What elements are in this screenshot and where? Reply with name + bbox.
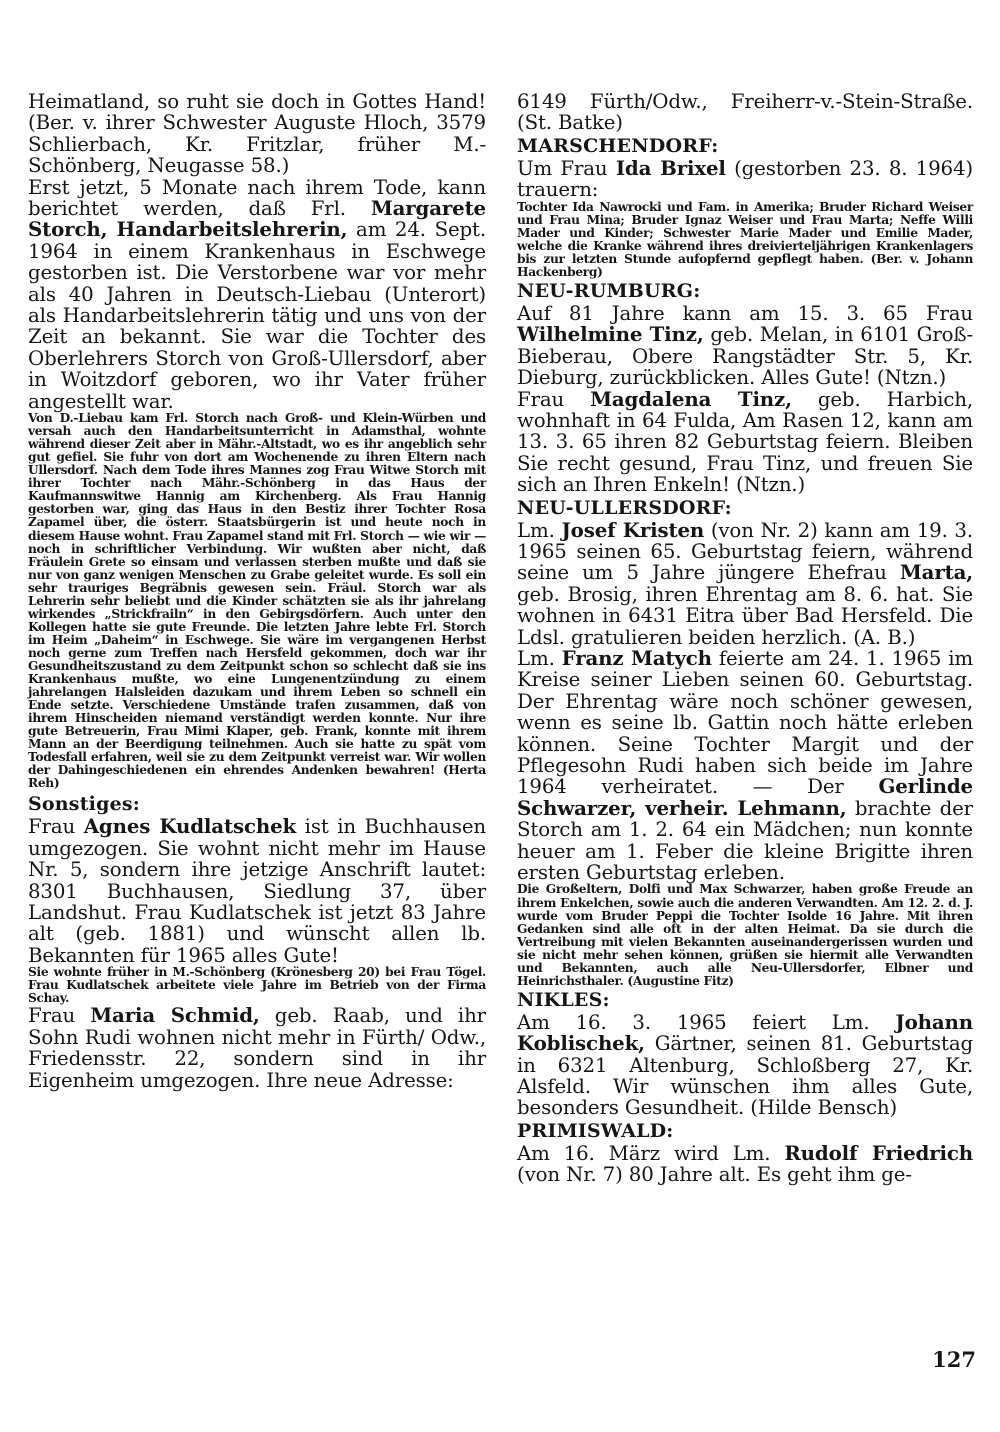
paragraph: Lm. Josef Kristen (von Nr. 2) kann am 19. 3. 1965 seinen 65. Geburtstag feiern, während seine um 5 Jahre jüngere Ehefrau Marta, geb. Brosig, ihren Ehrentag am 8. 6. hat. Sie wohnen in 6431 Eitra über Bad Hersfeld. Die Ldsl. gratulieren beiden herzlich. (A. B.)	[517, 517, 973, 649]
person-name: Gerlinde Schwarzer, verheir. Lehmann,	[517, 774, 973, 820]
person-name: Josef Kristen	[561, 517, 705, 542]
paragraph: Erst jetzt, 5 Monate nach ihrem Tode, kann berichtet werden, daß Frl. Margarete Storch, Handarbeitslehrerin, am 24. Sept. 1964 in einem Krankenhaus in Eschwege gestorben ist. Die Verstorbene war vor mehr als 40 Jahren in Deutsch-Liebau (Unterort) als Handarbeitslehrerin tätig und uns von der Zeit an bekannt. Sie war die Tochter des Oberlehrers Storch von Groß-Ullersdorf, aber in Woitzdorf geboren, wo ihr Vater früher angestellt war.	[28, 175, 486, 413]
small-print-paragraph: Sie wohnte früher in M.-Schönberg (Krönesberg 20) bei Frau Tögel. Frau Kudlatschek arbeitete viele Jahre im Betrieb von der Firma Schay.	[28, 965, 486, 1006]
person-name: Wilhelmine Tinz,	[517, 322, 704, 347]
paragraph: Um Frau Ida Brixel (gestorben 23. 8. 1964) trauern:	[517, 155, 973, 202]
paragraph: Frau Magdalena Tinz, geb. Harbich, wohnhaft in 64 Fulda, Am Rasen 12, kann am 13. 3. 65 ihren 82 Geburtstag feiern. Bleiben Sie recht gesund, Frau Tinz, und freuen Sie sich an Ihren Enkeln! (Ntzn.)	[517, 386, 973, 497]
section-heading-primiswald: PRIMISWALD:	[517, 1119, 674, 1142]
paragraph: Auf 81 Jahre kann am 15. 3. 65 Frau Wilhelmine Tinz, geb. Melan, in 6101 Groß-Bieberau, Obere Rangstädter Str. 5, Kr. Dieburg, zurückblicken. Alles Gute! (Ntzn.)	[517, 301, 973, 390]
page-number: 127	[932, 1347, 976, 1372]
section-heading-marschendorf: MARSCHENDORF:	[517, 134, 719, 157]
section-heading-neu-ullersdorf: NEU-ULLERSDORF:	[517, 496, 732, 519]
person-name: Johann Koblischek,	[517, 1009, 973, 1056]
person-name: Margarete Storch, Handarbeitslehrerin,	[28, 196, 486, 242]
paragraph: Frau Maria Schmid, geb. Raab, und ihr Sohn Rudi wohnen nicht mehr in Fürth/ Odw., Friedensstr. 22, sondern sind in ihr Eigenheim umgezogen. Ihre neue Adresse:	[28, 1003, 486, 1092]
paragraph: Am 16. 3. 1965 feiert Lm. Johann Koblischek, Gärtner, seinen 81. Geburtstag in 6321 Altenburg, Schloßberg 27, Kr. Alsfeld. Wir wünschen ihm alles Gute, besonders Gesundheit. (Hilde Bensch)	[517, 1009, 973, 1120]
person-name: Marta,	[899, 560, 973, 585]
small-print-paragraph: Tochter Ida Nawrocki und Fam. in Amerika; Bruder Richard Weiser und Frau Mina; Bruder Ignaz Weiser und Frau Marta; Neffe Willi Mader und Kinder; Schwester Marie Mader und Emilie Mader, welche die Kranke während ihres dreivierteljährigen Krankenlagers bis zur letzten Stunde aufopfernd gepflegt haben. (Ber. v. Johann Hackenberg)	[517, 199, 973, 279]
left-column	[28, 91, 486, 1091]
section-heading-nikles: NIKLES:	[517, 988, 610, 1011]
person-name: Maria Schmid,	[90, 1003, 260, 1028]
small-print-paragraph: Von D.-Liebau kam Frl. Storch nach Groß- und Klein-Würben und versah auch den Handarbeitsunterricht in Adamsthal, wohnte während dieser Zeit aber in Mähr.-Altstadt, wo es ihr angeblich sehr gut gefiel. Sie fuhr von dort am Wochenende zu ihren Eltern nach Ullersdorf. Nach dem Tode ihres Mannes zog Frau Witwe Storch mit ihrer Tochter nach Mähr.-Schönberg in das Haus der Kaufmannswitwe Hannig am Kirchenberg. Als Frau Hannig gestorben war, ging das Haus in den Bestiz ihrer Tochter Rosa Zapamel über, die österr. Staatsbürgerin ist und heute noch in diesem Hause wohnt. Frau Zapamel stand mit Frl. Storch — wie wir — noch in schriftlicher Verbindung. Wir wußten aber nicht, daß Fräulein Grete so einsam und verlassen sterben mußte und daß sie nur von ganz wenigen Menschen zu Grabe geleitet wurde. Es soll ein sehr trauriges Begräbnis gewesen sein. Fräul. Storch war als Lehrerin sehr beliebt und die Kinder schätzten sie als ihr jahrelang wirkendes „Strickfrailn“ in den Gebirgsdörfern. Auch unter den Kollegen hatte sie gute Freunde. Die letzten Jahre lebte Frl. Storch im Heim „Daheim“ in Eschwege. Sie wäre im vergangenen Herbst noch gerne zum Treffen nach Hersfeld gekommen, doch war ihr Gesundheitszustand zu dem Zeitpunkt schon so schlecht daß sie ins Krankenhaus mußte, wo eine Lungenentzündung zu einem jahrelangen Halsleiden dazukam und ihrem Leben so schnell ein Ende setzte. Verschiedene Umstände trafen zusammen, daß von ihrem Hinscheiden niemand verständigt werden konnte. Nur ihre gute Betreuerin, Frau Mimi Klaper, geb. Frank, konnte mit ihrem Mann an der Beerdigung teilnehmen. Auch sie hatte zu spät vom Todesfall erfahren, weil sie zu dem Zeitpunkt verreist war. Wir wollen der Dahingeschiedenen ein ehrendes Andenken bewahren! (Herta Reh)	[28, 411, 486, 791]
paragraph: Heimatland, so ruht sie doch in Gottes Hand! (Ber. v. ihrer Schwester Auguste Hloch, 3579 Schlierbach, Kr. Fritzlar, früher M.-Schönberg, Neugasse 58.)	[28, 90, 486, 178]
right-column	[517, 91, 973, 1186]
paragraph: 6149 Fürth/Odw., Freiherr-v.-Stein-Straße. (St. Batke)	[517, 90, 973, 135]
person-name: Ida Brixel	[615, 155, 726, 180]
paragraph: Am 16. März wird Lm. Rudolf Friedrich (von Nr. 7) 80 Jahre alt. Es geht ihm ge-	[517, 1140, 973, 1187]
person-name: Franz Matych	[561, 646, 712, 670]
person-name: Agnes Kudlatschek	[83, 814, 297, 839]
section-heading-sonstiges: Sonstiges:	[28, 793, 140, 816]
person-name: Rudolf Friedrich	[784, 1140, 973, 1165]
paragraph: Lm. Franz Matych feierte am 24. 1. 1965 im Kreise seiner Lieben seinen 60. Geburtstag. Der Ehrentag wäre noch schöner gewesen, wenn es seine lb. Gattin noch hätte erleben können. Seine Tochter Margit und der Pflegesohn Rudi haben sich beide im Jahre 1964 verheiratet. — Der Gerlinde Schwarzer, verheir. Lehmann, brachte der Storch am 1. 2. 64 ein Mädchen; nun konnte heuer am 1. Feber die kleine Brigitte ihren ersten Geburtstag erleben.	[517, 646, 973, 885]
section-heading-neu-rumburg: NEU-RUMBURG:	[517, 279, 701, 302]
small-print-paragraph: Die Großeltern, Dolfi und Max Schwarzer, haben große Freude an ihrem Enkelchen, sowie auch die anderen Verwandten. Am 12. 2. d. J. wurde vom Bruder Peppi die Tochter Isolde 16 Jahre. Mit ihren Gedanken sind alle oft in der alten Heimat. Da sie durch die Vertreibung mit vielen Bekannten auseinandergerissen wurden und sie nicht mehr sehen können, grüßen sie hiermit alle Verwandten und Bekannten, auch alle Neu-Ullersdorfer, Elbner und Heinrichsthaler. (Augustine Fitz)	[517, 882, 973, 988]
paragraph: Frau Agnes Kudlatschek ist in Buchhausen umgezogen. Sie wohnt nicht mehr im Hause Nr. 5, sondern ihre jetzige Anschrift lautet: 8301 Buchhausen, Siedlung 37, über Landshut. Frau Kudlatschek ist jetzt 83 Jahre alt (geb. 1881) und wünscht allen lb. Bekannten für 1965 alles Gute!	[28, 814, 486, 967]
person-name: Magdalena Tinz,	[590, 386, 792, 411]
